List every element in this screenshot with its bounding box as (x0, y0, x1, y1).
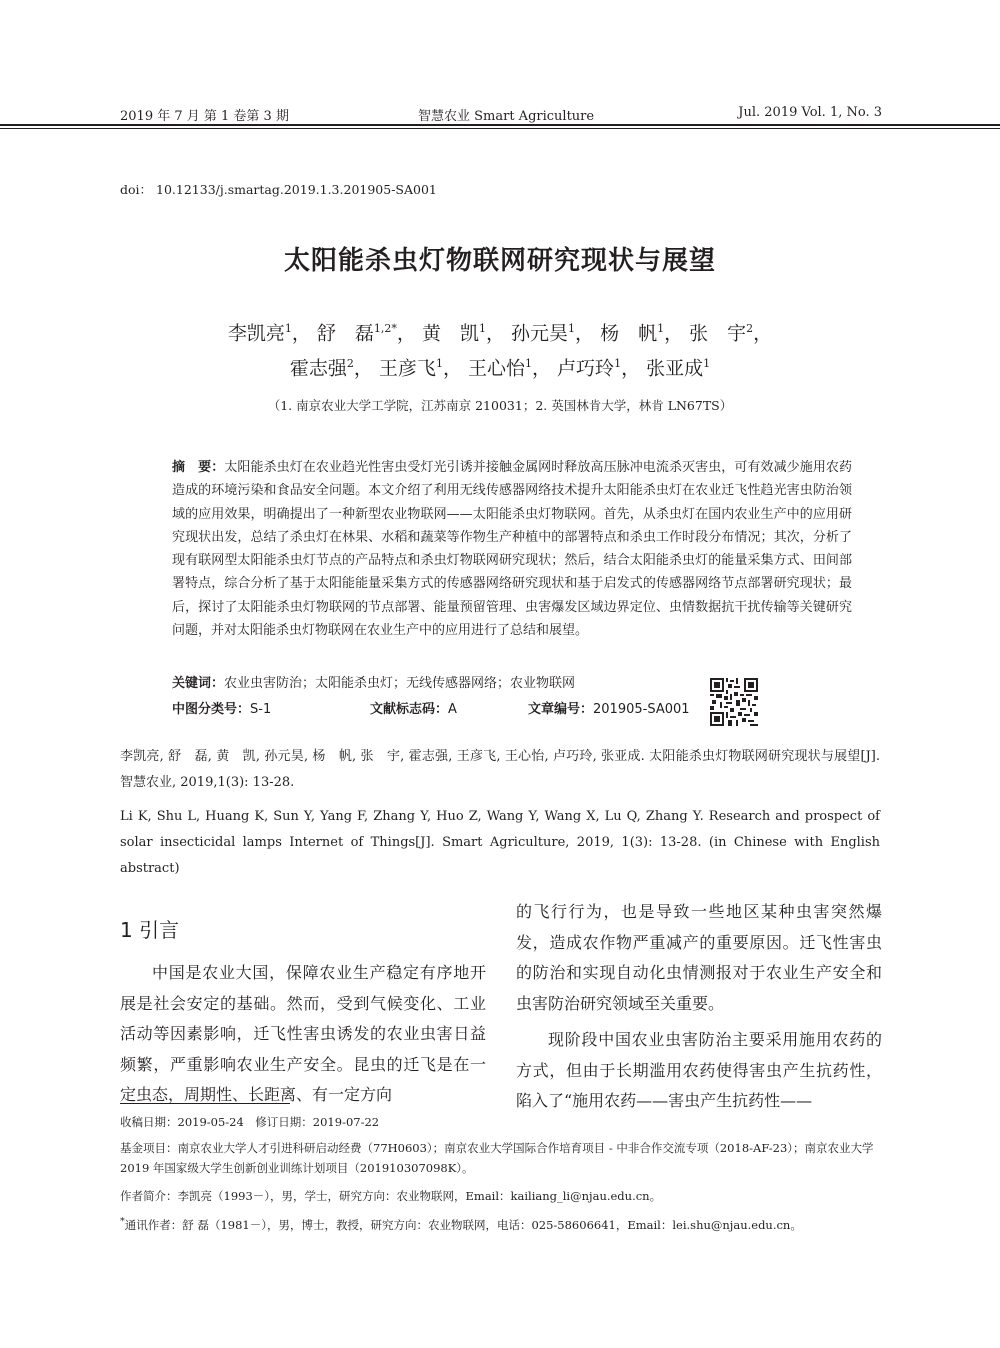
document-code-label: 文献标志码： (370, 702, 449, 717)
abstract-label: 摘 要： (172, 460, 225, 475)
keywords (172, 672, 575, 691)
author-name: 霍志强 (289, 357, 347, 380)
clc-value: S-1 (250, 702, 272, 717)
author-affiliation-mark: 1 (525, 357, 532, 370)
running-header-issue: 2019 年 7 月 第 1 卷第 3 期 (120, 109, 289, 124)
author-affiliation-mark: 1 (568, 322, 576, 335)
body-column-left (120, 958, 486, 1111)
author-affiliation-mark: 1 (284, 322, 292, 335)
clc-label: 中图分类号： (172, 702, 251, 717)
citation-chinese: 李凯亮, 舒 磊, 黄 凯, 孙元昊, 杨 帆, 张 宇, 霍志强, 王彦飞, 王心怡, 卢巧玲, 张亚成. 太阳能杀虫灯物联网研究现状与展望[J]. 智慧农业, 2019,1(3): 13-28. (120, 749, 880, 790)
footnote-author-bio: 作者简介：李凯亮（1993－），男，学士，研究方向：农业物联网，Email：kailiang_li@njau.edu.cn。 (120, 1189, 662, 1203)
author-name: 王彦飞 (378, 357, 436, 380)
author-name: 卢巧玲 (557, 357, 615, 380)
author-affiliation-mark: 1 (657, 322, 665, 335)
body-paragraph: 现阶段中国农业虫害防治主要采用施用农药的方式，但由于长期滥用农药使得害虫产生抗药性，陷入了“施用农药——害虫产生抗药性—— (516, 1030, 882, 1110)
header-rule (0, 124, 1000, 129)
section-heading-introduction: 1 引言 (120, 918, 180, 942)
footnote-dates: 收稿日期：2019-05-24 修订日期：2019-07-22 (120, 1115, 380, 1129)
doi: doi： 10.12133/j.smartag.2019.1.3.201905-SA001 (120, 182, 437, 197)
abstract (172, 456, 852, 642)
author-list-line-1: 李凯亮$^1$， 舒 磊$^{1,2*}$， 黄 凯$^1$， 孙元昊$^1$， 杨 帆$^1$， 张 宇$^2$， (227, 322, 773, 345)
running-header-journal: 智慧农业 Smart Agriculture (418, 109, 595, 124)
author-affiliation-mark: 2 (746, 322, 754, 335)
author-name: 王心怡 (467, 357, 525, 380)
article-number-label: 文章编号： (528, 702, 594, 717)
document-code-value: A (448, 702, 457, 717)
author-list-line-2: 霍志强$^2$， 王彦飞$^1$， 王心怡$^1$， 卢巧玲$^1$， 张亚成$^1$ (289, 357, 711, 380)
author-name: 杨 帆 (600, 322, 658, 345)
author-name: 黄 凯 (421, 322, 479, 345)
body-paragraph: 的飞行行为，也是导致一些地区某种虫害突然爆发，造成农作物严重减产的重要原因。迁飞性害虫的防治和实现自动化虫情测报对于农业生产安全和虫害防治研究领域至关重要。 (516, 902, 882, 1013)
footnote-corresponding-author (120, 1212, 880, 1235)
author-name: 李凯亮 (227, 322, 285, 345)
corresponding-mark: * (120, 1216, 125, 1227)
author-name: 孙元昊 (511, 322, 569, 345)
author-name: 张 宇 (689, 322, 747, 345)
author-affiliation-mark: 1 (478, 322, 486, 335)
footnote-funding: 基金项目：南京农业大学人才引进科研启动经费（77H0603）；南京农业大学国际合作培育项目 - 中非合作交流专项（2018-AF-23）；南京农业大学 2019 年国家级大学生创新创业训练计划项目（201910307098K）。 (120, 1141, 874, 1175)
author-affiliation-mark: 1 (614, 357, 622, 370)
article-number (528, 698, 690, 717)
article-number-value: 201905-SA001 (593, 702, 690, 717)
footnote-rule (120, 1103, 290, 1104)
affiliations: （1. 南京农业大学工学院，江苏南京 210031；2. 英国林肯大学，林肯 LN67TS） (267, 398, 733, 413)
body-paragraph: 中国是农业大国，保障农业生产稳定有序地开展是社会安定的基础。然而，受到气候变化、工业活动等因素影响，迁飞性害虫诱发的农业虫害日益频繁，严重影响农业生产安全。昆虫的迁飞是在一定虫态，周期性、长距离、有一定方向 (120, 963, 486, 1104)
author-affiliation-mark: 2 (346, 357, 354, 370)
running-header-volume: Jul. 2019 Vol. 1, No. 3 (738, 105, 882, 120)
keywords-label: 关键词： (172, 676, 225, 691)
author-name: 张亚成 (646, 357, 704, 380)
author-affiliation-mark: 1 (703, 357, 711, 370)
body-column-right (516, 897, 882, 1117)
clc-number (172, 698, 271, 717)
keywords-text: 农业虫害防治；太阳能杀虫灯；无线传感器网络；农业物联网 (224, 676, 576, 691)
paper-title: 太阳能杀虫灯物联网研究现状与展望 (283, 246, 716, 276)
author-affiliation-mark: 1,2* (373, 322, 397, 335)
qr-code[interactable] (710, 678, 758, 726)
citation-english: Li K, Shu L, Huang K, Sun Y, Yang F, Zhang Y, Huo Z, Wang Y, Wang X, Lu Q, Zhang Y. Research and prospect of solar insecticidal lamps Internet of Things[J]. Smart Agriculture, 2019, 1(3): 13-28. (in Chinese with English abstract) (120, 809, 880, 876)
abstract-text: 太阳能杀虫灯在农业趋光性害虫受灯光引诱并接触金属网时释放高压脉冲电流杀灭害虫，可有效减少施用农药造成的环境污染和食品安全问题。本文介绍了利用无线传感器网络技术提升太阳能杀虫灯在农业迁飞性趋光害虫防治领域的应用效果，明确提出了一种新型农业物联网——太阳能杀虫灯物联网。首先，从杀虫灯在国内农业生产中的应用研究现状出发，总结了杀虫灯在林果、水稻和蔬菜等作物生产种植中的部署特点和杀虫工作时段分布情况；其次，分析了现有联网型太阳能杀虫灯节点的产品特点和杀虫灯物联网研究现状；然后，结合太阳能杀虫灯的能量采集方式、田间部署特点，综合分析了基于太阳能能量采集方式的传感器网络研究现状和基于启发式的传感器网络节点部署研究现状；最后，探讨了太阳能杀虫灯物联网的节点部署、能量预留管理、虫害爆发区域边界定位、虫情数据抗干扰传输等关键研究问题，并对太阳能杀虫灯物联网在农业生产中的应用进行了总结和展望。 (172, 460, 852, 639)
author-affiliation-mark: 1 (435, 357, 443, 370)
author-name: 舒 磊 (316, 322, 374, 345)
corresponding-text: 通讯作者：舒 磊（1981－），男，博士，教授，研究方向：农业物联网，电话：025-58606641，Email：lei.shu@njau.edu.cn。 (124, 1217, 802, 1232)
document-code (370, 698, 457, 717)
